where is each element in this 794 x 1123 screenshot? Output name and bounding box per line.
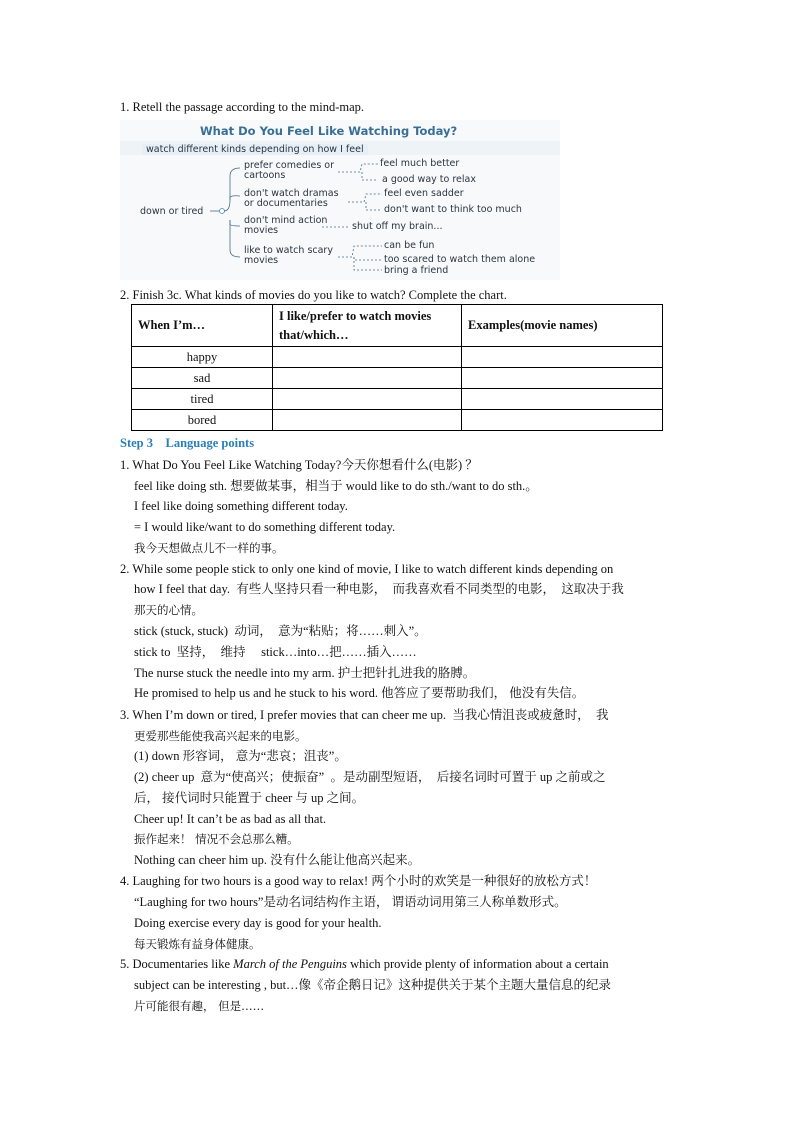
line: 3. When I’m down or tired, I prefer movies that can cheer me up. 当我心情沮丧或疲惫时， 我	[120, 708, 609, 722]
movie-chart	[131, 304, 663, 431]
line: 那天的心情。	[134, 603, 203, 617]
task-1: 1. Retell the passage according to the mind-map.	[120, 100, 365, 114]
table-row	[132, 389, 663, 410]
line: 2. While some people stick to only one kind of movie, I like to watch different kinds depending on	[120, 562, 614, 576]
result-8: bring a friend	[384, 265, 449, 276]
cell-empty[interactable]	[273, 368, 462, 389]
line: 片可能很有趣， 但是……	[134, 999, 265, 1013]
line: (2) cheer up 意为“使高兴；使振奋” 。是动副型短语， 后接名词时可置于 up 之前或之	[134, 770, 606, 784]
line: = I would like/want to do something different today.	[134, 520, 396, 534]
header-when: When I’m…	[132, 305, 273, 347]
branch-3: don't mind action	[244, 215, 328, 226]
line: stick to 坚持， 维持 stick…into…把……插入……	[134, 645, 417, 659]
cell-empty[interactable]	[273, 410, 462, 431]
branch-3b: movies	[244, 225, 279, 236]
row-label: bored	[132, 410, 273, 431]
cell-empty[interactable]	[462, 389, 663, 410]
row-label: sad	[132, 368, 273, 389]
cell-empty[interactable]	[462, 347, 663, 368]
line: The nurse stuck the needle into my arm. 护士把针扎进我的胳膊。	[134, 666, 476, 680]
task-2: 2. Finish 3c. What kinds of movies do you like to watch? Complete the chart.	[120, 288, 507, 302]
line-5-title: March of the Penguins	[233, 957, 347, 971]
mind-map-root: down or tired	[140, 206, 204, 217]
line: Cheer up! It can’t be as bad as all that.	[134, 812, 327, 826]
cell-empty[interactable]	[273, 347, 462, 368]
line: 1. What Do You Feel Like Watching Today?今天你想看什么(电影) ？	[120, 458, 478, 472]
line: 后， 接代词时只能置于 cheer 与 up 之间。	[134, 791, 365, 805]
line-5-a: 5. Documentaries like	[120, 957, 234, 971]
header-prefer	[273, 305, 462, 347]
result-3: feel even sadder	[384, 188, 464, 199]
header-examples: Examples(movie names)	[462, 305, 663, 347]
line: how I feel that day. 有些人坚持只看一种电影， 而我喜欢看不同类型的电影， 这取决于我	[134, 582, 624, 596]
result-4: don't want to think too much	[384, 204, 522, 215]
line: 4. Laughing for two hours is a good way to relax! 两个小时的欢笑是一种很好的放松方式！	[120, 874, 597, 888]
line: subject can be interesting , but…像《帝企鹅日记》这种提供关于某个主题大量信息的纪录	[134, 978, 612, 992]
result-5: shut off my brain...	[352, 221, 443, 232]
line: 更爱那些能使我高兴起来的电影。	[134, 729, 307, 743]
mind-map-title: What Do You Feel Like Watching Today?	[200, 124, 458, 138]
branch-2: don't watch dramas	[244, 188, 339, 199]
line: feel like doing sth. 想要做某事，相当于 would like to do sth./want to do sth.。	[134, 479, 538, 493]
cell-empty[interactable]	[462, 410, 663, 431]
row-label: happy	[132, 347, 273, 368]
line: I feel like doing something different today.	[134, 499, 348, 513]
row-label: tired	[132, 389, 273, 410]
line: 振作起来！ 情况不会总那么糟。	[134, 832, 299, 846]
line-5-c: which provide plenty of information about a certain	[346, 957, 609, 971]
line: stick (stuck, stuck) 动词， 意为“粘贴；将……刺入”。	[134, 624, 427, 638]
header-prefer-line1: I like/prefer to watch movies	[279, 308, 432, 323]
mind-map	[120, 120, 560, 280]
line: 每天锻炼有益身体健康。	[134, 937, 261, 951]
branch-1: prefer comedies or	[244, 160, 335, 171]
result-6: can be fun	[384, 240, 435, 251]
table-row	[132, 368, 663, 389]
cell-empty[interactable]	[273, 389, 462, 410]
table-row	[132, 347, 663, 368]
line-5	[120, 955, 609, 973]
line: 我今天想做点儿不一样的事。	[134, 541, 284, 555]
branch-4b: movies	[244, 255, 279, 266]
line: He promised to help us and he stuck to his word. 他答应了要帮助我们， 他没有失信。	[134, 686, 585, 700]
line: Nothing can cheer him up. 没有什么能让他高兴起来。	[134, 853, 421, 867]
line: (1) down 形容词， 意为“悲哀；沮丧”。	[134, 749, 347, 763]
step-3-heading: Step 3 Language points	[120, 436, 255, 450]
header-prefer-line2: that/which…	[279, 327, 349, 342]
result-1: feel much better	[380, 158, 460, 169]
branch-1b: cartoons	[244, 170, 286, 181]
line: Doing exercise every day is good for your health.	[134, 916, 382, 930]
cell-empty[interactable]	[462, 368, 663, 389]
branch-2b: or documentaries	[244, 198, 328, 209]
result-7: too scared to watch them alone	[384, 254, 536, 265]
mind-map-subtitle: watch different kinds depending on how I feel	[142, 144, 368, 155]
table-row	[132, 410, 663, 431]
line: “Laughing for two hours”是动名词结构作主语， 谓语动词用第三人称单数形式。	[134, 895, 567, 909]
result-2: a good way to relax	[382, 174, 476, 185]
branch-4: like to watch scary	[244, 245, 333, 256]
